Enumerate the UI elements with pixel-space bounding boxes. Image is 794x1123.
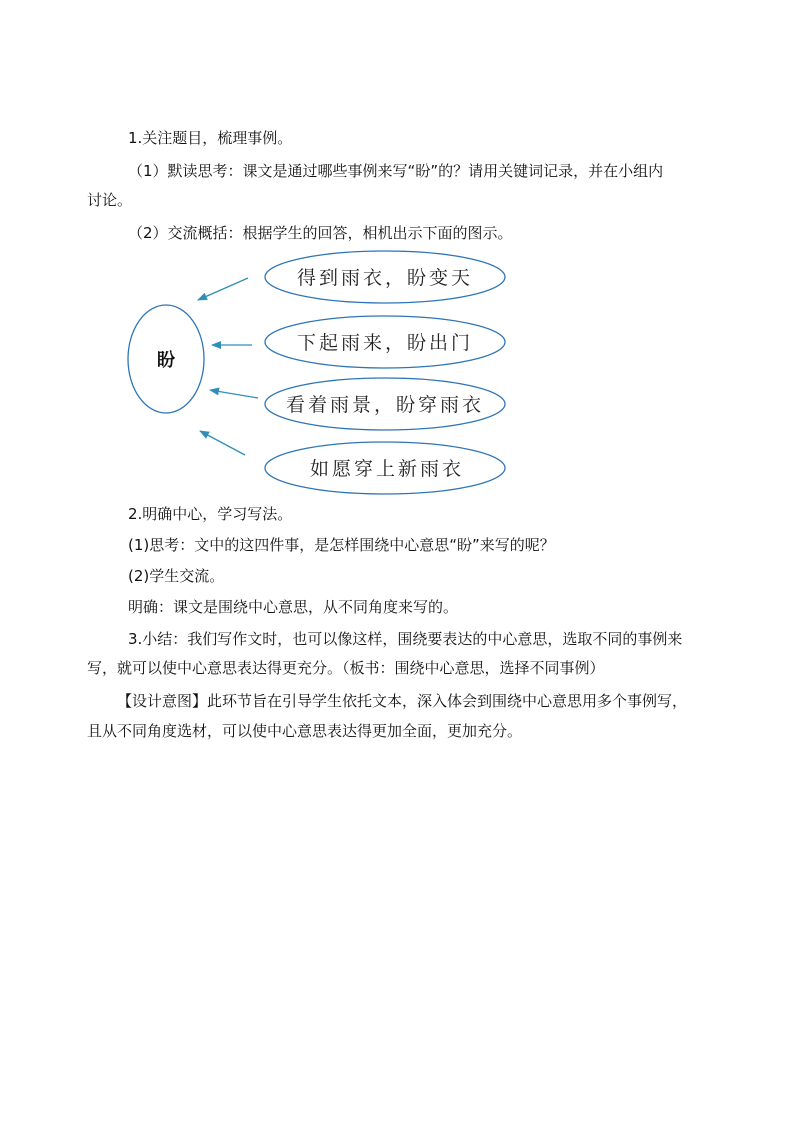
design-intent-line1: 【设计意图】此环节旨在引导学生依托文本，深入体会到围绕中心意思用多个事例写， [117, 692, 688, 710]
event-node-4 [265, 442, 505, 494]
section2-question-2: (2)学生交流。 [128, 567, 225, 585]
arrow-4 [200, 431, 245, 455]
event-label-4: 如愿穿上新雨衣 [309, 458, 465, 480]
section2-heading: 2.明确中心，学习写法。 [128, 505, 293, 523]
section3-line2: 写，就可以使中心意思表达得更充分。（板书：围绕中心意思，选择不同事例） [87, 659, 605, 677]
section2-clarify: 明确：课文是围绕中心意思，从不同角度来写的。 [128, 598, 459, 616]
center-node [128, 305, 204, 413]
section2-question-1: (1)思考：文中的这四件事，是怎样围绕中心意思“盼”来写的呢？ [128, 536, 555, 554]
section1-step1-line2: 讨论。 [87, 191, 133, 209]
arrow-3 [210, 390, 258, 398]
section1-step2: （2）交流概括：根据学生的回答，相机出示下面的图示。 [128, 224, 513, 242]
section3-line1: 3.小结：我们写作文时，也可以像这样，围绕要表达的中心意思，选取不同的事例来 [128, 630, 683, 648]
event-label-2: 下起雨来，盼出门 [296, 332, 474, 354]
section1-heading: 1.关注题目，梳理事例。 [128, 129, 293, 147]
section1-step1-line1: （1）默读思考：课文是通过哪些事例来写“盼”的？请用关键词记录，并在小组内 [128, 162, 664, 180]
event-node-3 [265, 378, 505, 430]
arrow-1 [198, 278, 248, 300]
event-node-1 [265, 251, 505, 303]
center-label: 盼 [157, 350, 175, 371]
event-label-3: 看着雨景，盼穿雨衣 [285, 394, 485, 416]
design-intent-line2: 且从不同角度选材，可以使中心意思表达得更加全面，更加充分。 [87, 722, 523, 740]
event-node-2 [265, 316, 505, 368]
event-label-1: 得到雨衣，盼变天 [296, 267, 474, 289]
